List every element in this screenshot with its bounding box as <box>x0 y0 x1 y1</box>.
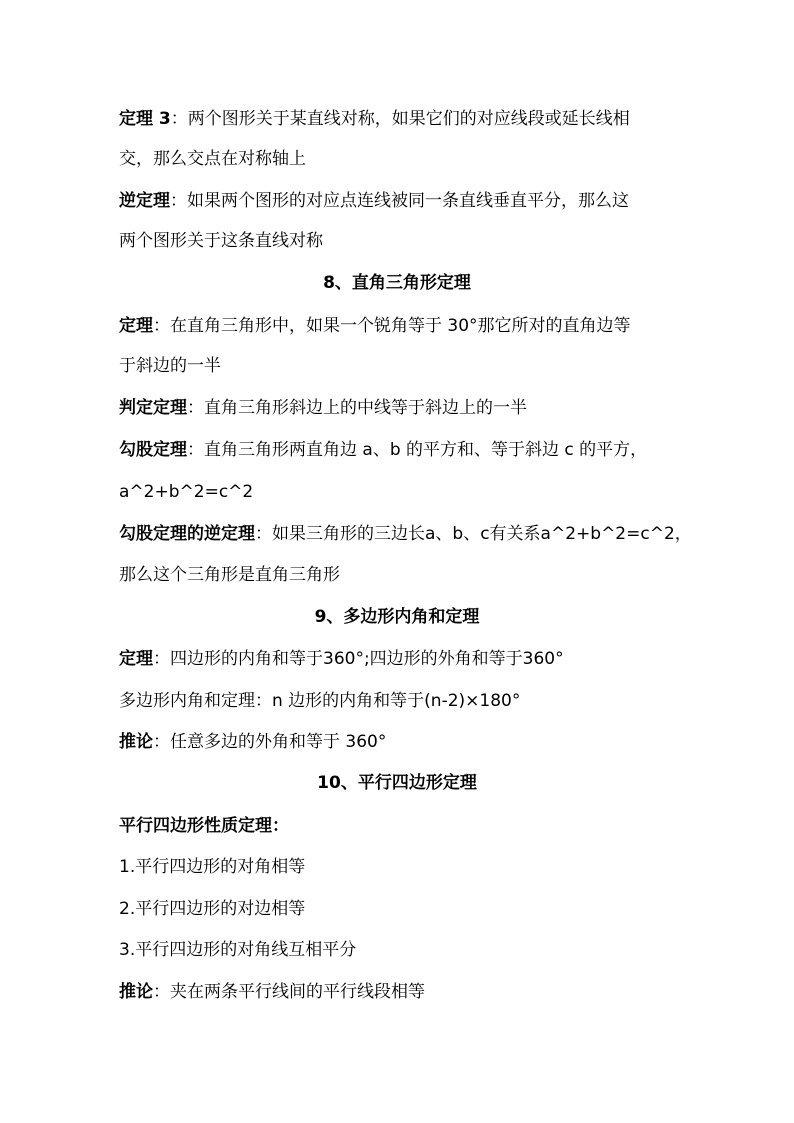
theorem3-label: 定理 3 <box>119 109 171 129</box>
criterion-label: 判定定理 <box>119 398 187 418</box>
section10-corollary-line <box>119 980 425 1004</box>
section9-heading: 9、多边形内角和定理 <box>314 607 480 627</box>
section10-corollary-label: 推论 <box>119 982 153 1002</box>
theorem3-line1 <box>119 107 630 131</box>
section9-theorem-label: 定理 <box>119 649 153 669</box>
pythagoras-line1 <box>119 438 647 462</box>
list-item: 2.平行四边形的对边相等 <box>119 899 306 919</box>
section8-theorem-label: 定理 <box>119 316 153 336</box>
section8-theorem-line1 <box>119 314 631 338</box>
section8-theorem-text1: ：在直角三角形中，如果一个锐角等于 30°那它所对的直角边等 <box>153 316 631 336</box>
section9-corollary-label: 推论 <box>119 732 153 752</box>
pythagoras-label: 勾股定理 <box>119 440 187 460</box>
section10-heading: 10、平行四边形定理 <box>317 773 477 793</box>
pythagoras-formula: a^2+b^2=c^2 <box>119 482 254 502</box>
converse-line2: 两个图形关于这条直线对称 <box>119 231 323 251</box>
section9-corollary-text: ：任意多边的外角和等于 360° <box>153 732 387 752</box>
properties-label-text: 平行四边形性质定理： <box>119 816 289 836</box>
section10-corollary-text: ：夹在两条平行线间的平行线段相等 <box>153 982 425 1002</box>
pythagoras-converse-text1: ：如果三角形的三边长a、b、c有关系a^2+b^2=c^2， <box>255 524 692 544</box>
theorem3-text1: ：两个图形关于某直线对称，如果它们的对应线段或延长线相 <box>170 109 630 129</box>
properties-label <box>119 814 289 838</box>
list-item: 1.平行四边形的对角相等 <box>119 857 306 877</box>
pythagoras-converse-line2: 那么这个三角形是直角三角形 <box>119 565 340 585</box>
criterion-text: ：直角三角形斜边上的中线等于斜边上的一半 <box>187 398 527 418</box>
section9-corollary-line <box>119 730 386 754</box>
criterion-line <box>119 396 527 420</box>
section9-theorem-line <box>119 647 564 671</box>
converse-label: 逆定理 <box>119 191 170 211</box>
section8-heading: 8、直角三角形定理 <box>323 273 471 293</box>
pythagoras-converse-line1 <box>119 522 692 546</box>
section9-theorem-text: ：四边形的内角和等于360°;四边形的外角和等于360° <box>153 649 564 669</box>
pythagoras-converse-label: 勾股定理的逆定理 <box>119 524 255 544</box>
converse-text1: ：如果两个图形的对应点连线被同一条直线垂直平分，那么这 <box>170 191 629 211</box>
theorem3-line2: 交，那么交点在对称轴上 <box>119 149 306 169</box>
converse-line1 <box>119 189 629 213</box>
polygon-theorem-line: 多边形内角和定理：n 边形的内角和等于(n-2)×180° <box>119 691 521 711</box>
pythagoras-text1: ：直角三角形两直角边 a、b 的平方和、等于斜边 c 的平方， <box>187 440 648 460</box>
section8-theorem-line2: 于斜边的一半 <box>119 356 221 376</box>
list-item: 3.平行四边形的对角线互相平分 <box>119 940 357 960</box>
